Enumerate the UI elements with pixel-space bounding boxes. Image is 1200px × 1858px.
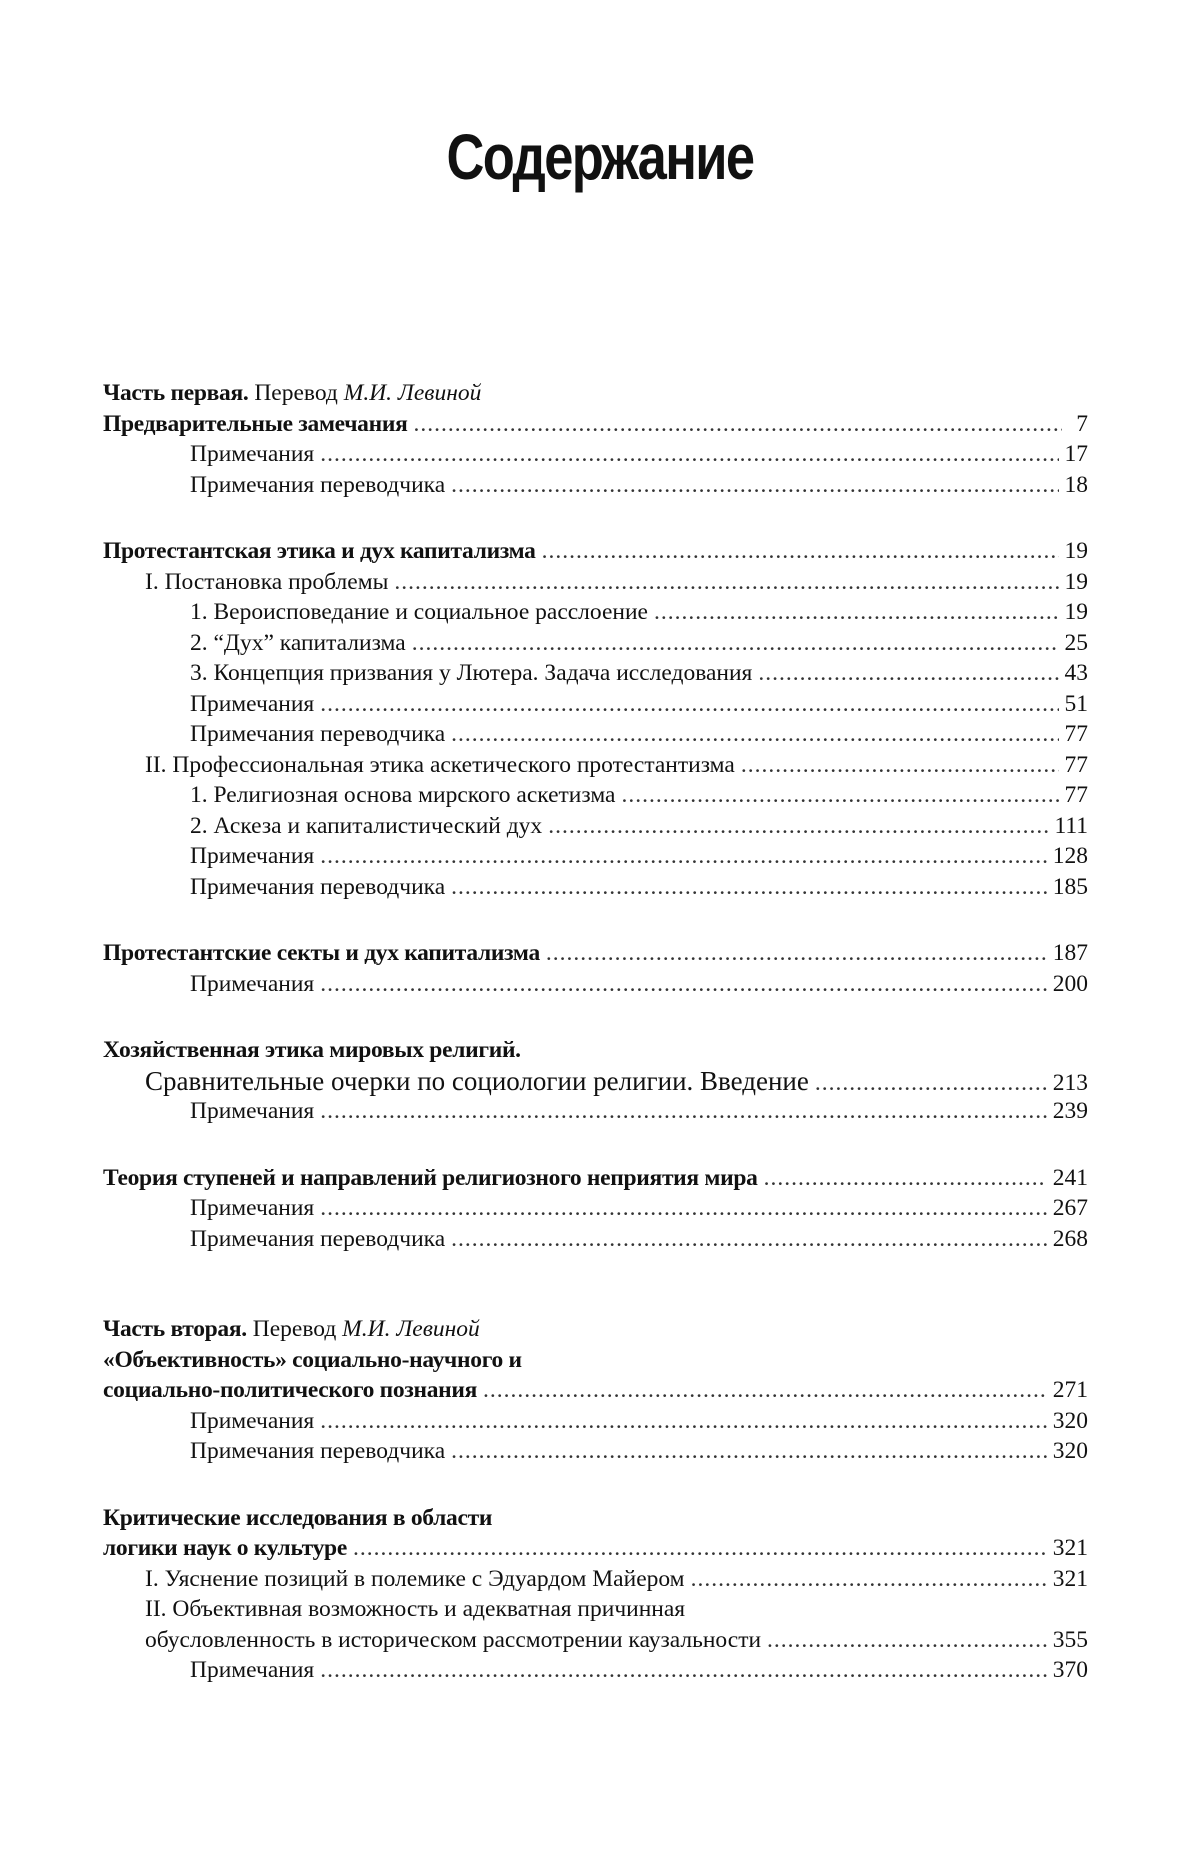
toc-entry[interactable] [103,811,1088,842]
toc-entry[interactable] [103,470,1088,501]
page-number: 321 [1052,1535,1088,1561]
leader-dots [548,811,1048,842]
leader-dots [654,597,1059,628]
leader-dots [546,938,1047,969]
page-number: 241 [1052,1164,1088,1191]
page-number: 77 [1064,782,1088,808]
part-label: Часть вторая. [103,1316,247,1342]
page-number: 19 [1064,568,1088,595]
entry-title: 1. Вероисповедание и социальное расслоение [190,599,648,625]
page-number: 111 [1054,812,1088,839]
entry-title: Примечания переводчика [190,721,446,747]
leader-dots [451,1224,1047,1255]
leader-dots [394,567,1058,598]
translator-name: М.И. Левиной [343,380,482,406]
leader-dots [320,969,1047,1000]
leader-dots [483,1375,1047,1406]
toc-entry-critical[interactable] [103,1533,1088,1564]
page-number: 18 [1064,471,1088,498]
page-number: 267 [1052,1195,1088,1221]
toc-entry[interactable] [103,1564,1088,1595]
page-number: 321 [1052,1565,1088,1592]
entry-title: Примечания переводчика [190,471,446,498]
part-two-heading [103,1314,1088,1345]
toc-entry[interactable] [103,969,1088,1000]
entry-title: Хозяйственная этика мировых религий. [103,1037,521,1063]
entry-title-line1: II. Объективная возможность и адекватная причинная [145,1596,686,1622]
page-number: 213 [1052,1069,1088,1096]
page-number: 25 [1064,629,1088,656]
leader-dots [320,689,1058,720]
toc-entry-ethics[interactable] [103,536,1088,567]
leader-dots [320,1193,1047,1224]
entry-title: I. Уяснение позиций в полемике с Эдуардом Майером [145,1565,685,1592]
toc-entry[interactable] [103,689,1088,720]
page-number: 43 [1064,660,1088,686]
page-number: 320 [1052,1407,1088,1434]
entry-title: 3. Концепция призвания у Лютера. Задача исследования [190,660,753,686]
leader-dots [320,1655,1047,1686]
leader-dots [353,1533,1047,1564]
entry-title-line1: Критические исследования в области [103,1504,493,1531]
leader-dots [414,409,1062,440]
page-number: 187 [1052,940,1088,966]
page-number: 271 [1052,1377,1088,1403]
entry-title: Примечания переводчика [190,873,446,900]
entry-title: Примечания [190,1657,315,1683]
leader-dots [451,470,1058,501]
toc-entry[interactable] [103,719,1088,750]
entry-title-line2: обусловленность в историческом рассмотрении каузальности [145,1626,762,1653]
translator-prefix: Перевод [254,380,338,406]
page-number: 320 [1052,1438,1088,1464]
part-one-heading [103,378,1088,409]
toc-entry[interactable] [103,872,1088,903]
toc-entry[interactable] [103,597,1088,628]
leader-dots [767,1625,1047,1656]
toc-entry[interactable] [103,1193,1088,1224]
entry-title: 1. Религиозная основа мирского аскетизма [190,782,616,808]
part-label: Часть первая. [103,380,249,406]
entry-title: Примечания переводчика [190,1438,446,1464]
toc-entry-sects[interactable] [103,938,1088,969]
page-number: 77 [1064,751,1088,778]
toc-entry-objectivity[interactable] [103,1375,1088,1406]
entry-title-line1: «Объективность» социально-научного и [103,1346,522,1373]
toc-entry[interactable] [103,841,1088,872]
leader-dots [412,628,1059,659]
leader-dots [764,1163,1047,1194]
leader-dots [320,439,1058,470]
entry-title: Предварительные замечания [103,410,408,437]
leader-dots [691,1564,1047,1595]
toc-entry-prelim[interactable] [103,409,1088,440]
entry-title: II. Профессиональная этика аскетического протестантизма [145,751,735,778]
page-number: 370 [1052,1657,1088,1683]
toc-entry-line1 [103,1594,1088,1625]
entry-title: I. Постановка проблемы [145,568,389,595]
entry-title: Примечания [190,690,315,717]
leader-dots [741,750,1059,781]
toc-entry[interactable] [103,1436,1088,1467]
page-number: 19 [1064,538,1088,564]
page-number: 200 [1052,970,1088,997]
toc-entry[interactable] [103,1655,1088,1686]
leader-dots [621,780,1058,811]
entry-title: Примечания [190,1407,315,1434]
toc-entry[interactable] [103,439,1088,470]
page-number: 355 [1052,1626,1088,1653]
leader-dots [320,841,1047,872]
entry-title: Примечания [190,1195,315,1221]
toc-heading-objectivity [103,1345,1088,1376]
page-number: 268 [1052,1225,1088,1252]
page-number: 17 [1064,441,1088,467]
page-number: 7 [1076,410,1088,437]
toc-heading-world-religions [103,1035,1088,1066]
entry-title: Примечания [190,441,315,467]
toc-entry[interactable] [103,750,1088,781]
toc-entry[interactable] [103,780,1088,811]
leader-dots [451,719,1058,750]
leader-dots [451,1436,1047,1467]
toc-heading-critical [103,1503,1088,1534]
toc-entry-world-intro[interactable] [103,1066,1088,1097]
toc-entry[interactable] [103,1625,1088,1656]
entry-title: Примечания [190,1098,315,1124]
page-number: 51 [1064,690,1088,717]
page-number: 239 [1052,1098,1088,1124]
entry-title-line2: логики наук о культуре [103,1535,347,1561]
leader-dots [451,872,1047,903]
translator-name: М.И. Левиной [342,1316,480,1342]
entry-title: 2. “Дух” капитализма [190,629,406,656]
entry-subtitle: Сравнительные очерки по социологии религии. Введение [145,1065,809,1096]
leader-dots [758,658,1058,689]
leader-dots [320,1406,1047,1437]
toc-entry[interactable] [103,1224,1088,1255]
page-title: Содержание [446,121,754,193]
entry-title: Теория ступеней и направлений религиозного неприятия мира [103,1164,758,1191]
entry-title-line2: социально-политического познания [103,1377,478,1403]
page-number: 185 [1052,873,1088,900]
toc-entry[interactable] [103,658,1088,689]
leader-dots [815,1068,1047,1099]
leader-dots [320,1096,1047,1127]
translator-prefix: Перевод [252,1316,337,1342]
toc-entry[interactable] [103,1096,1088,1127]
leader-dots [542,536,1059,567]
entry-title: Примечания [190,843,315,869]
toc-entry-theory[interactable] [103,1163,1088,1194]
entry-title: Примечания переводчика [190,1225,446,1252]
toc-entry[interactable] [103,567,1088,598]
entry-title: Примечания [190,970,315,997]
entry-title: Протестантские секты и дух капитализма [103,940,540,966]
page-number: 19 [1064,599,1088,625]
page-number: 128 [1052,843,1088,869]
toc-entry[interactable] [103,628,1088,659]
entry-title: 2. Аскеза и капиталистический дух [190,812,543,839]
table-of-contents [103,378,1088,1686]
page-number: 77 [1064,721,1088,747]
toc-entry[interactable] [103,1406,1088,1437]
entry-title: Протестантская этика и дух капитализма [103,538,536,564]
